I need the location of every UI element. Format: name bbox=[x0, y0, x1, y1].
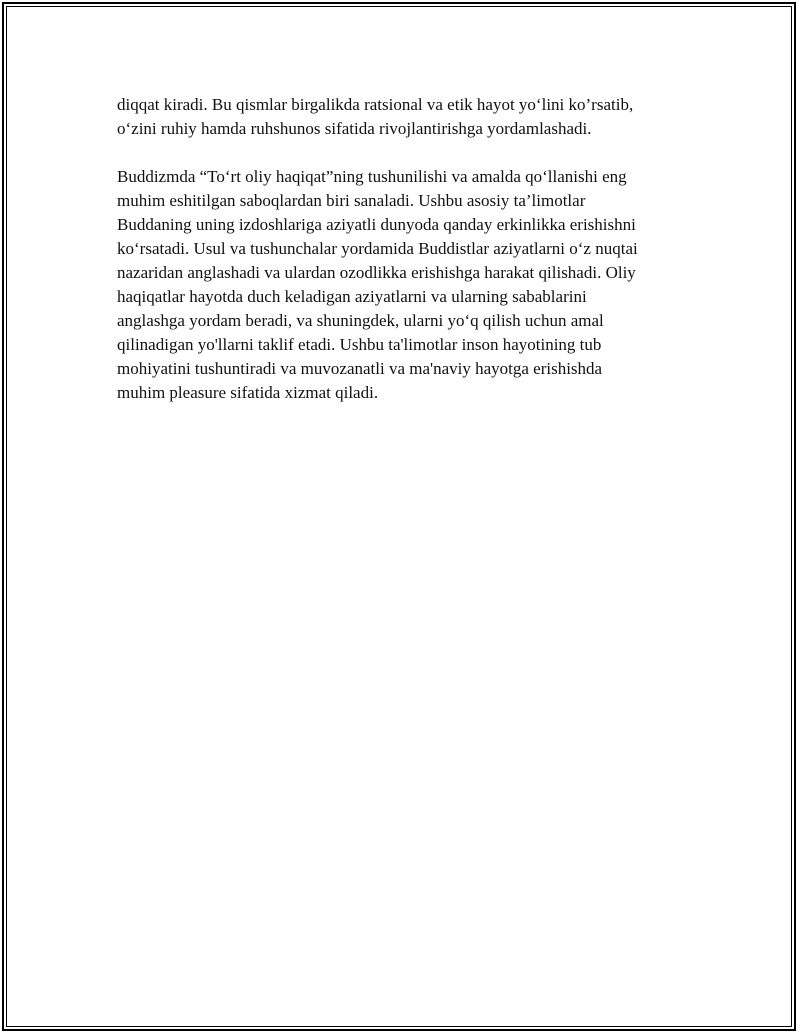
paragraph-2 bbox=[117, 165, 707, 405]
text-line: diqqat kiradi. Bu qismlar birgalikda ratsional va etik hayot yo‘lini ko’rsatib, bbox=[117, 95, 634, 114]
text-line: nazaridan anglashadi va ulardan ozodlikka erishishga harakat qilishadi. Oliy bbox=[117, 263, 636, 282]
text-line: anglashga yordam beradi, va shuningdek, ularni yo‘q qilish uchun amal bbox=[117, 311, 604, 330]
paragraph-spacer bbox=[117, 141, 707, 165]
document-body bbox=[117, 93, 707, 405]
text-line: haqiqatlar hayotda duch keladigan aziyatlarni va ularning sabablarini bbox=[117, 287, 587, 306]
text-line: Buddizmda “To‘rt oliy haqiqat”ning tushunilishi va amalda qo‘llanishi eng bbox=[117, 167, 627, 186]
text-line: o‘zini ruhiy hamda ruhshunos sifatida rivojlantirishga yordamlashadi. bbox=[117, 119, 592, 138]
text-line: muhim eshitilgan saboqlardan biri sanaladi. Ushbu asosiy ta’limotlar bbox=[117, 191, 586, 210]
text-line: Buddaning uning izdoshlariga aziyatli dunyoda qanday erkinlikka erishishni bbox=[117, 215, 636, 234]
paragraph-1 bbox=[117, 93, 707, 141]
text-line: qilinadigan yo'llarni taklif etadi. Ushbu ta'limotlar inson hayotining tub bbox=[117, 335, 602, 354]
text-line: mohiyatini tushuntiradi va muvozanatli va ma'naviy hayotga erishishda bbox=[117, 359, 603, 378]
text-line: muhim pleasure sifatida xizmat qiladi. bbox=[117, 383, 379, 402]
text-line: ko‘rsatadi. Usul va tushunchalar yordamida Buddistlar aziyatlarni o‘z nuqtai bbox=[117, 239, 638, 258]
